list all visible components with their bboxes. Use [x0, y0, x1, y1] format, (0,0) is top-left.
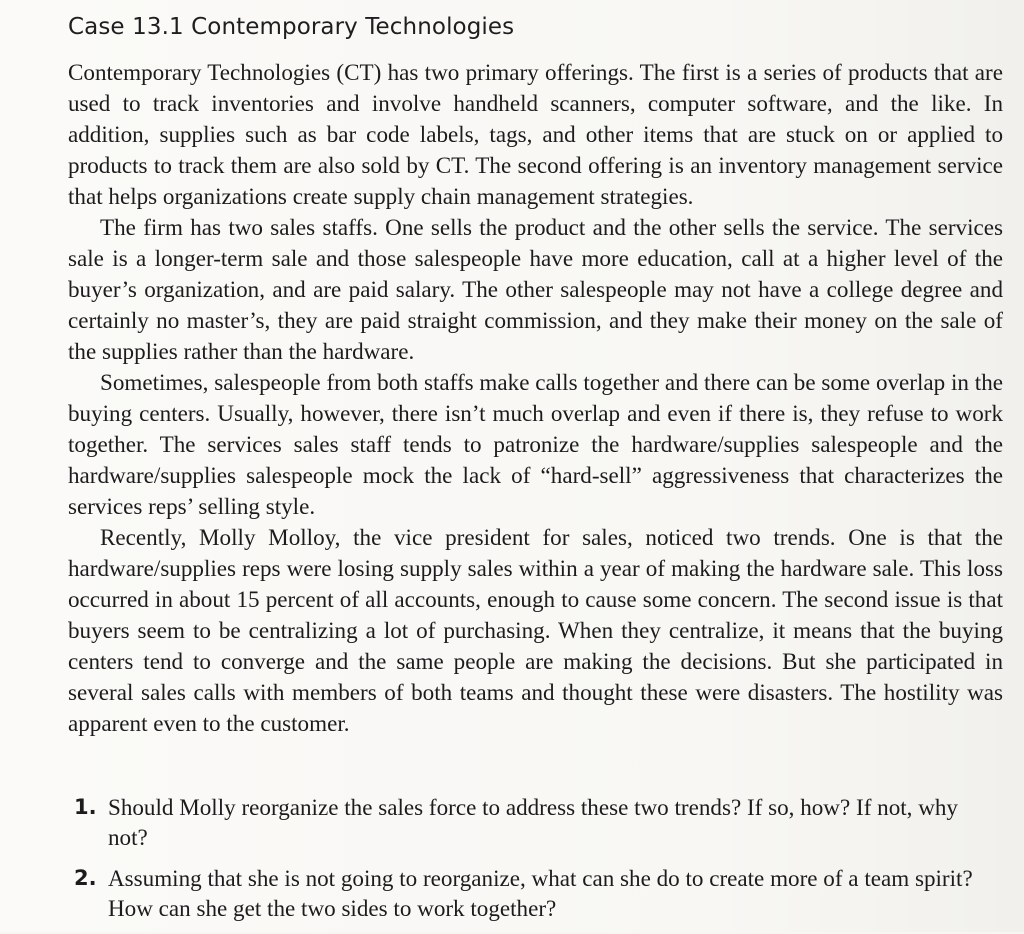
case-title: Case 13.1 Contemporary Technologies: [68, 14, 515, 40]
case-body: [68, 57, 1003, 739]
question-list: [68, 792, 1003, 934]
question-text: Assuming that she is not going to reorganize, what can she do to create more of a team spirit? How can she get the two sides to work together?: [108, 865, 973, 921]
question-number: 2.: [74, 866, 97, 890]
question-item: [68, 863, 1003, 923]
question-text: Should Molly reorganize the sales force to address these two trends? If so, how? If not, why not?: [108, 794, 958, 850]
paragraph-trends: Recently, Molly Molloy, the vice president for sales, noticed two trends. One is that the hardware/supplies reps were losing supply sales within a year of making the hardware sale. This loss occurred in about 15 percent of all accounts, enough to cause some concern. The second issue is that buyers seem to be centralizing a lot of purchasing. When they centralize, it means that the buying centers tend to converge and the same people are making the decisions. But she participated in several sales calls with members of both teams and thought these were disasters. The hostility was apparent even to the customer.: [68, 524, 1003, 736]
paragraph-joint-calls: Sometimes, salespeople from both staffs make calls together and there can be some overlap in the buying centers. Usually, however, there isn’t much overlap and even if there is, they refuse to work together. The services sales staff tends to patronize the hardware/supplies salespeople and the hardware/supplies salespeople mock the lack of “hard-sell” aggressiveness that characterizes the services reps’ selling style.: [68, 369, 1003, 519]
question-number: 1.: [74, 795, 97, 819]
question-item: [68, 792, 1003, 852]
paragraph-intro: Contemporary Technologies (CT) has two primary offerings. The first is a series of products that are used to track inventories and involve handheld scanners, computer software, and the like. In addition, supplies such as bar code labels, tags, and other items that are stuck on or applied to products to track them are also sold by CT. The second offering is an inventory management service that helps organizations create supply chain management strategies.: [68, 59, 1003, 209]
paragraph-sales-staffs: The firm has two sales staffs. One sells the product and the other sells the service. The services sale is a longer-term sale and those salespeople have more education, call at a higher level of the buyer’s organization, and are paid salary. The other salespeople may not have a college degree and certainly no master’s, they are paid straight commission, and they make their money on the sale of the supplies rather than the hardware.: [68, 214, 1003, 364]
